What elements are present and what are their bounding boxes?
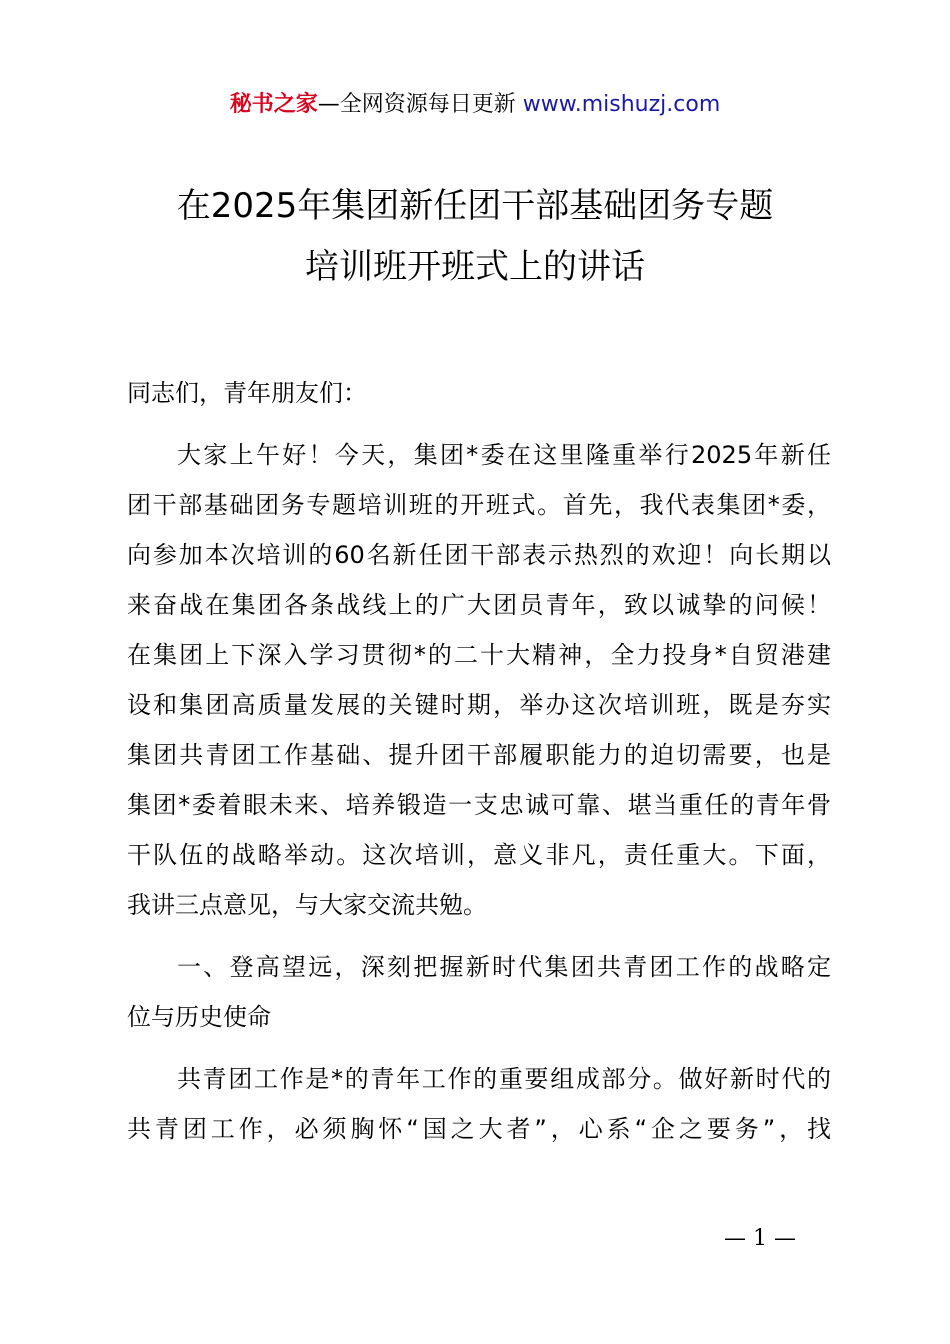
paragraph-section-1 [127, 1054, 831, 1154]
paragraph-line: 团干部基础团务专题培训班的开班式。首先，我代表集团*委， [127, 491, 831, 519]
document-body [127, 368, 831, 1154]
brand-name: 秘书之家 [229, 92, 318, 117]
site-header [0, 88, 950, 122]
section-heading-1 [127, 942, 831, 1042]
site-url-link[interactable]: www.mishuzj.com [522, 92, 721, 117]
paragraph-line: 来奋战在集团各条战线上的广大团员青年，致以诚挚的问候！ [127, 591, 831, 619]
section-heading-line: 位与历史使命 [127, 1003, 271, 1031]
paragraph-line: 干队伍的战略举动。这次培训，意义非凡，责任重大。下面， [127, 841, 831, 869]
paragraph-opening [127, 430, 831, 930]
paragraph-line: 在集团上下深入学习贯彻*的二十大精神，全力投身*自贸港建 [127, 641, 831, 669]
paragraph-line: 共青团工作，必须胸怀“国之大者”，心系“企之要务”，找 [127, 1115, 831, 1143]
paragraph-line: 集团共青团工作基础、提升团干部履职能力的迫切需要，也是 [127, 741, 831, 769]
paragraph-line: 大家上午好！今天，集团*委在这里隆重举行2025年新任 [177, 441, 831, 469]
paragraph-line: 我讲三点意见，与大家交流共勉。 [127, 891, 487, 919]
paragraph-line: 设和集团高质量发展的关键时期，举办这次培训班，既是夯实 [127, 691, 831, 719]
document-title-line-1: 在2025年集团新任团干部基础团务专题 [176, 186, 774, 226]
paragraph-line: 向参加本次培训的60名新任团干部表示热烈的欢迎！向长期以 [127, 541, 831, 569]
header-tagline: —全网资源每日更新 [317, 92, 516, 117]
paragraph-line: 集团*委着眼未来、培养锻造一支忠诚可靠、堪当重任的青年骨 [127, 791, 831, 819]
paragraph-line: 共青团工作是*的青年工作的重要组成部分。做好新时代的 [177, 1065, 831, 1093]
section-heading-line: 一、登高望远，深刻把握新时代集团共青团工作的战略定 [177, 953, 831, 981]
salutation: 同志们，青年朋友们： [127, 379, 367, 407]
document-title-line-2: 培训班开班式上的讲话 [305, 247, 645, 287]
page-number: — 1 — [724, 1226, 796, 1251]
